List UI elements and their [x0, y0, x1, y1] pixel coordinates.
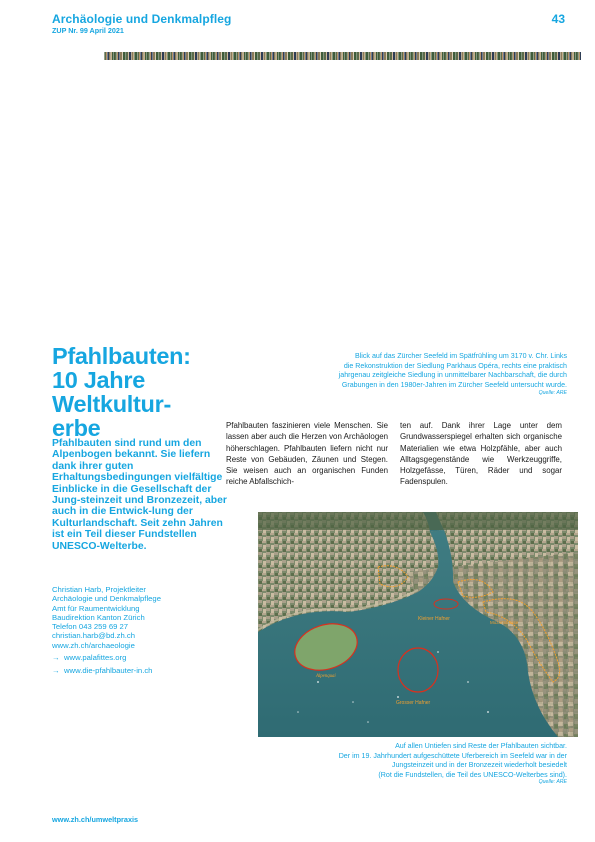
- page-number: 43: [551, 12, 565, 26]
- contact-phone: Telefon 043 259 69 27: [52, 622, 129, 632]
- caption-bottom: [247, 742, 567, 781]
- label-kleiner-hafner: Kleiner Hafner: [418, 616, 450, 622]
- link-text[interactable]: www.die-pfahlbauter-in.ch: [64, 666, 153, 675]
- aerial-map-svg: [258, 512, 578, 737]
- caption-line: (Rot die Fundstellen, die Teil des UNESCO-Welterbes sind).: [378, 771, 567, 780]
- caption-line: Grabungen in den 1980er-Jahren im Zürcher Seefeld untersucht wurde.: [341, 381, 567, 390]
- footer-url[interactable]: www.zh.ch/umweltpraxis: [52, 815, 139, 824]
- body-column-1: Pfahlbauten faszinieren viele Menschen. Sie lassen aber auch die Herzen von Archäologen höherschlagen. Pfahlbauten liefern nicht nur Reste von Gebäuden, Zäunen und Stegen. Sie weisen auch an organischen Funden reiche Abfallschich-: [226, 421, 388, 487]
- contact-email[interactable]: christian.harb@bd.zh.ch: [52, 631, 136, 641]
- label-mozartstrasse: Mozartstrasse: [490, 620, 519, 625]
- label-grosser-hafner: Grosser Hafner: [396, 700, 431, 706]
- contact-line: Amt für Raumentwicklung: [52, 603, 140, 613]
- caption-top-source: Quelle: ARE: [538, 390, 567, 396]
- title-line: 10 Jahre: [52, 367, 145, 393]
- contact-website[interactable]: www.zh.ch/archaeologie: [52, 640, 135, 650]
- article-title: [52, 344, 232, 440]
- contact-line: Archäologie und Denkmalpflege: [52, 594, 161, 604]
- caption-line: Der im 19. Jahrhundert aufgeschüttete Uferbereich im Seefeld war in der: [338, 751, 567, 760]
- arrow-right-icon: →: [52, 666, 60, 675]
- label-alpenquai: Alpenquai: [316, 674, 336, 679]
- issue-label: ZUP Nr. 99 April 2021: [52, 26, 124, 35]
- link-text[interactable]: www.palafittes.org: [64, 653, 127, 662]
- contact-line: Christian Harb, Projektleiter: [52, 585, 146, 594]
- caption-bottom-source: Quelle: ARE: [538, 779, 567, 785]
- aerial-photo: [258, 512, 578, 737]
- caption-line: jahrgenau zeitgleiche Siedlung in unmittelbarer Nachbarschaft, die durch: [338, 371, 567, 380]
- caption-line: Auf allen Untiefen sind Reste der Pfahlbauten sichtbar.: [395, 742, 567, 750]
- arrow-right-icon: →: [52, 653, 60, 662]
- caption-top: [277, 352, 567, 391]
- caption-line: Blick auf das Zürcher Seefeld im Spätfrühling um 3170 v. Chr. Links: [355, 352, 567, 360]
- reconstruction-image: [104, 52, 581, 60]
- body-column-2: ten auf. Dank ihrer Lage unter dem Grundwasserspiegel erhalten sich organische Materialien wie etwa Holzpfähle, aber auch Alltagsgegenstände wie Werkzeuggriffe, Holzgefässe, Türen, Räder und sogar Fadenspulen.: [400, 421, 562, 487]
- caption-line: Jungsteinzeit und in der Bronzezeit wiederholt besiedelt: [391, 761, 567, 770]
- article-lead: Pfahlbauten sind rund um den Alpenbogen bekannt. Sie liefern dank ihrer guten Erhaltungsbedingungen vielfältige Einblicke in die Gesellschaft der Jung-steinzeit und Bronzezeit, aber auch in die Entwick-lung der Kulturlandschaft. Seit zehn Jahren ist ein Teil dieser Fundstellen UNESCO-Welterbe.: [52, 438, 227, 552]
- title-line: Pfahlbauten:: [52, 343, 191, 369]
- title-line: Weltkultur-: [52, 391, 171, 417]
- title-line: erbe: [52, 415, 101, 441]
- contact-line: Baudirektion Kanton Zürich: [52, 612, 145, 622]
- section-title: Archäologie und Denkmalpfleg: [52, 12, 232, 26]
- link-palafittes[interactable]: [52, 653, 126, 662]
- caption-line: die Rekonstruktion der Siedlung Parkhaus Opéra, rechts eine praktisch: [343, 361, 567, 370]
- contact-block: [52, 585, 161, 650]
- link-pfahlbauter[interactable]: [52, 666, 152, 675]
